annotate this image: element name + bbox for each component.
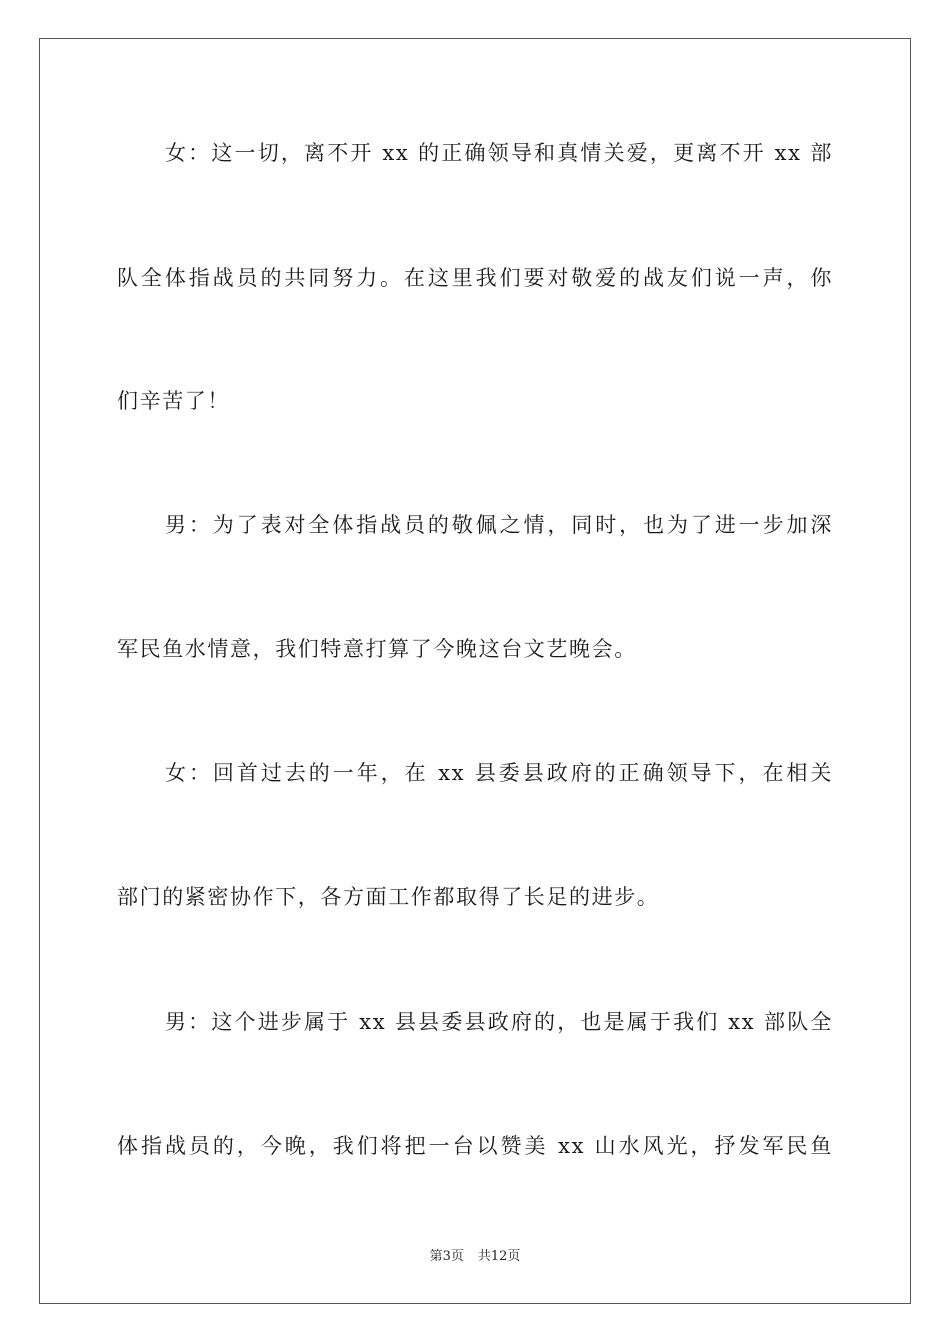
paragraph-line: 们辛苦了！ xyxy=(117,389,230,413)
paragraph-line: 军民鱼水情意，我们特意打算了今晚这台文艺晚会。 xyxy=(117,637,637,661)
paragraph-line: 队全体指战员的共同努力。在这里我们要对敬爱的战友们说一声，你 xyxy=(117,266,833,290)
page-footer xyxy=(0,1248,950,1266)
page-total: 共12页 xyxy=(477,1249,521,1264)
page-number: 第3页 xyxy=(429,1249,464,1264)
paragraph-line: 男：这个进步属于 xx 县县委县政府的，也是属于我们 xx 部队全 xyxy=(165,1010,833,1034)
paragraph-line: 女：这一切，离不开 xx 的正确领导和真情关爱，更离不开 xx 部 xyxy=(165,141,833,165)
page-frame xyxy=(39,38,911,1304)
paragraph-line: 部门的紧密协作下，各方面工作都取得了长足的进步。 xyxy=(117,885,660,909)
paragraph-line: 女：回首过去的一年，在 xx 县委县政府的正确领导下，在相关 xyxy=(165,761,833,785)
paragraph-line: 体指战员的，今晚，我们将把一台以赞美 xx 山水风光，抒发军民鱼 xyxy=(117,1134,833,1158)
paragraph-line: 男：为了表对全体指战员的敬佩之情，同时，也为了进一步加深 xyxy=(165,513,833,537)
